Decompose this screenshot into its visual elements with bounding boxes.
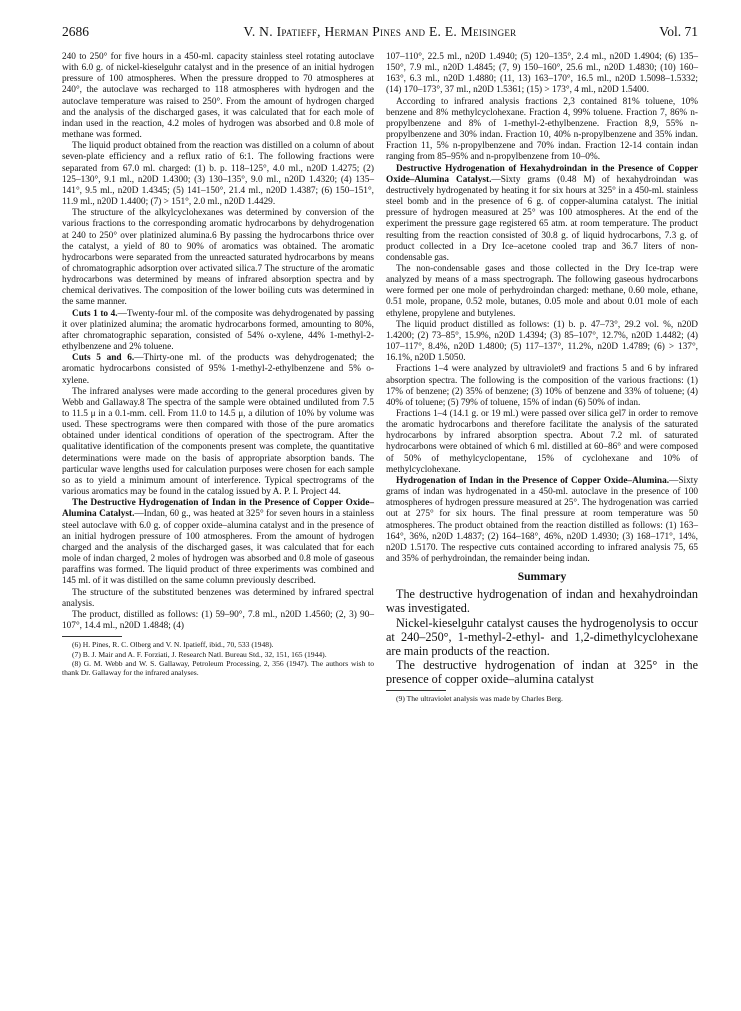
page-header <box>62 24 698 44</box>
paragraph: According to infrared analysis fractions 2,3 contained 81% toluene, 10% benzene and 8% methylcyclohexane. Fraction 4, 99% toluene. Fraction 7, 86% n-propylbenzene and 8% of 1-methyl-2-ethylbenzene. Fraction 8,9, 55% n-propylbenzene and 30% indan. Fraction 10, 40% n-propylbenzene and 35% indan. Fraction 11, 5% n-propylbenzene and 70% indan. Fraction 12-14 contain indan ranging from 85–95% and n-propylbenzene from 10–0%. <box>386 96 698 163</box>
footnote: (6) H. Pines, R. C. Olberg and V. N. Ipatieff, ibid., 70, 533 (1948). <box>72 640 274 650</box>
running-head-authors: V. N. Ipatieff, Herman Pines and E. E. Meisinger <box>243 24 517 39</box>
left-column <box>62 52 374 678</box>
paragraph: The product, distilled as follows: (1) 59–90°, 7.8 ml., n20D 1.4560; (2, 3) 90–107°, 14.4 ml., n20D 1.4848; (4) <box>62 609 374 631</box>
paragraph: The structure of the alkylcyclohexanes was determined by conversion of the various fractions to the corresponding aromatic hydrocarbons by dehydrogenation at 240 to 250° over platinized alumina.6 By passing the hydrocarbons thrice over the catalyst, a yield of 80 to 90% of aromatics was obtained. The aromatic hydrocarbons were separated from the unreacted saturated hydrocarbons by means of chromatographic adsorption over activated silica.7 The structure of the aromatic hydrocarbons was determined by means of infrared absorption spectra and by chemical derivatives. The composition of the lower boiling cuts was determined in the same manner. <box>62 208 374 308</box>
footnote-divider <box>386 690 446 691</box>
paragraph: Fractions 1–4 were analyzed by ultraviolet9 and fractions 5 and 6 by infrared absorption spectra. The following is the composition of the various fractions: (1) 17% of benzene; (2) 35% of benzene; (3) 10% of benzene and 33% of toluene; (4) 40% of toluene; (5) 79% of toluene, 15% of indan (6) 50% of indan. <box>386 364 698 408</box>
paragraph-text: —Thirty-one ml. of the products was dehydrogenated; the aromatic hydrocarbons consisted of 95% 1-methyl-2-ethylbenzene and 5% o-xylene. <box>62 353 374 386</box>
right-column <box>386 52 698 703</box>
paragraph: The structure of the substituted benzenes was determined by infrared spectral analysis. <box>62 587 374 609</box>
paragraph <box>386 164 698 264</box>
paragraph: The infrared analyses were made according to the general procedures given by Webb and Gallaway.8 The spectra of the sample were obtained undiluted from 7.5 to 11.5 μ in a 0.1-mm. cell. From 11.0 to 14.5 μ, a dilution of 10% by volume was used. These spectrograms were then compared with those of the pure aromatics obtained under identical conditions of operation of the spectrogram. After the qualitative identification of the components present was complete, the quantitative determinations were made on the basis of appropriate absorption bands. The particular wave lengths used for calculation purposes were chosen for each sample so as to yield a minimum amount of interference. Typical spectrograms of the various aromatics may be found in the catalog issued by A. P. I. Project 44. <box>62 386 374 498</box>
paragraph <box>386 476 698 565</box>
section-heading: Cuts 1 to 4. <box>72 308 118 319</box>
paragraph: The liquid product obtained from the reaction was distilled on a column of about seven-plate efficiency and a reflux ratio of 6:1. The following fractions were separated from 67.0 ml. charged: (1) b. p. 118–125°, 4.0 ml., n20D 1.4275; (2) 125–130°, 9.1 ml., n20D 1.4300; (3) 130–135°, 9.0 ml., n20D 1.4320; (4) 135–141°, 9.5 ml., n20D 1.4345; (5) 141–150°, 21.4 ml., n20D 1.4387; (6) 150–151°, 11.9 ml., n20D 1.4400; (7) > 151°, 2.0 ml., n20D 1.4429. <box>62 141 374 208</box>
paragraph: Fractions 1–4 (14.1 g. or 19 ml.) were passed over silica gel7 in order to remove the aromatic hydrocarbons and therefore facilitate the analysis of the saturated hydrocarbons by infrared absorption spectra. About 7.2 ml. of saturated hydrocarbons were obtained of which 6 ml. distilled at 60–86° and were composed of 50% of methylcyclopentane, 15% of cyclohexane and 10% of methylcyclohexane. <box>386 409 698 475</box>
paragraph-text: —Twenty-four ml. of the composite was dehydrogenated by passing it over platinized alumina; the aromatic hydrocarbons formed, amounting to 80%, after chromatographic separation, consisted of 54% o-xylene, 44% 1-methyl-2-ethylbenzene and 2% toluene. <box>62 308 375 353</box>
footnote: (7) B. J. Mair and A. F. Forziati, J. Research Natl. Bureau Std., 32, 151, 165 (1944). <box>72 649 327 659</box>
volume-label: Vol. 71 <box>659 24 698 39</box>
paragraph: 240 to 250° for five hours in a 450-ml. capacity stainless steel rotating autoclave with 6.0 g. of nickel-kieselguhr catalyst and in the presence of an initial hydrogen pressure of 100 atmospheres. When the pressure dropped to 70 atmospheres at 240°, the autoclave was recharged to 118 atmospheres with hydrogen and the autoclave temperature was raised to 250°. From the amount of hydrogen charged and the analysis of the discharged gases, it was calculated that for each mole of indan used in the reaction, 4.2 moles of hydrogen was absorbed and 0.8 mole of methane was formed. <box>62 52 374 141</box>
paragraph-text: —Sixty grams (0.48 M) of hexahydroindan was destructively hydrogenated by heating it for six hours at 325° in a 450-ml. stainless steel bomb and in the presence of 6 g. of copper-alumina catalyst. The initial pressure of hydrogen measured at 25° was 100 atmospheres. At the end of the experiment the pressure gage registered 65 atm. at room temperature. The product resulting from the reaction consisted of 30.8 g. of liquid hydrocarbons, 7.3 g. of product collected in a Dry Ice–acetone cooled trap and 36.7 liters of non-condensable gas. <box>386 174 698 263</box>
footnote-divider <box>62 636 122 637</box>
section-heading: Hydrogenation of Indan in the Presence of Copper Oxide–Alumina. <box>396 475 670 486</box>
footnote: (9) The ultraviolet analysis was made by Charles Berg. <box>396 694 563 703</box>
paragraph <box>62 309 374 354</box>
section-heading: The Destructive Hydrogenation of Indan in the Presence of Copper Oxide–Alumina Catalyst. <box>62 498 374 520</box>
section-heading: Cuts 5 and 6. <box>72 353 135 364</box>
summary-paragraph: Nickel-kieselguhr catalyst causes the hydrogenolysis to occur at 240–250°, 1-methyl-2-ethyl- and 1,2-dimethylcyclohexane are main products of the reaction. <box>386 615 698 658</box>
summary-paragraph: The destructive hydrogenation of indan and hexahydroindan was investigated. <box>386 587 698 616</box>
paragraph <box>62 498 374 587</box>
page-number: 2686 <box>62 24 89 39</box>
paragraph <box>62 353 374 386</box>
footnote: (8) G. M. Webb and W. S. Gallaway, Petroleum Processing, 2, 356 (1947). The authors wish to thank Dr. Gallaway for the infrared analyses. <box>62 658 374 678</box>
summary-paragraph: The destructive hydrogenation of indan at 325° in the presence of copper oxide–alumina catalyst <box>386 657 698 686</box>
paragraph: 107–110°, 22.5 ml., n20D 1.4940; (5) 120–135°, 2.4 ml., n20D 1.4904; (6) 135–150°, 7.9 ml., n20D 1.4845; (7, 9) 150–160°, 25.6 ml., n20D 1.4830; (10) 160–163°, 6.3 ml., n20D 1.4880; (11, 13) 163–170°, 16.5 ml., n20D 1.5098–1.5332; (14) 170–173°, 37 ml., n20D 1.5361; (15) > 173°, 4 ml., n20D 1.5400. <box>386 52 698 96</box>
section-heading: Destructive Hydrogenation of Hexahydroindan in the Presence of Copper Oxide–Alumina Catalyst. <box>386 163 698 185</box>
paragraph: The liquid product distilled as follows: (1) b. p. 47–73°, 29.2 vol. %, n20D 1.4200; (2) 73–85°, 15.9%, n20D 1.4394; (3) 85–107°, 12.7%, n20D 1.4482; (4) 107–117°, 8.4%, n20D 1.4800; (5) 117–137°, 11.2%, n20D 1.4789; (6) > 137°, 16.1%, n20D 1.5050. <box>386 319 698 364</box>
paragraph-text: —Sixty grams of indan was hydrogenated in a 450-ml. autoclave in the presence of 100 atmospheres of hydrogen pressure measured at 25°. The hydrogenation was carried out at 275° for six hours. The final pressure at room temperature was 50 atmospheres. The product obtained from the reaction distilled as follows: (1) 163–164°, 36%, n20D 1.4837; (2) 164–168°, 46%, n20D 1.4930; (3) 168–171°, 14%, n20D 1.5170. The respective cuts contained according to infrared analysis 75, 65 and 35% of perhydroindan, the remainder being indan. <box>386 475 698 565</box>
paragraph: The non-condensable gases and those collected in the Dry Ice-trap were analyzed by means of a mass spectrograph. The following gaseous hydrocarbons were formed per one mole of perhydroindan charged: methane, 0.60 mole, ethane, 0.51 mole, propane, 0.52 mole, butanes, 0.05 mole and about 0.01 mole of each ethylene, propylene and butylenes. <box>386 263 698 319</box>
summary-heading: Summary <box>517 571 567 584</box>
paragraph-text: —Indan, 60 g., was heated at 325° for seven hours in a stainless steel autoclave with 6.0 g. of copper oxide–alumina catalyst and in the presence of an initial hydrogen pressure of 100 atmospheres. From the amount of hydrogen charged and the analysis of the discharged gases, it was calculated that for each mole of indan charged, 2 moles of hydrogen was absorbed and 0.8 mole of gaseous paraffins was formed. The liquid product of three experiments was combined and 145 ml. of it was distilled on the same column previously described. <box>62 509 374 587</box>
